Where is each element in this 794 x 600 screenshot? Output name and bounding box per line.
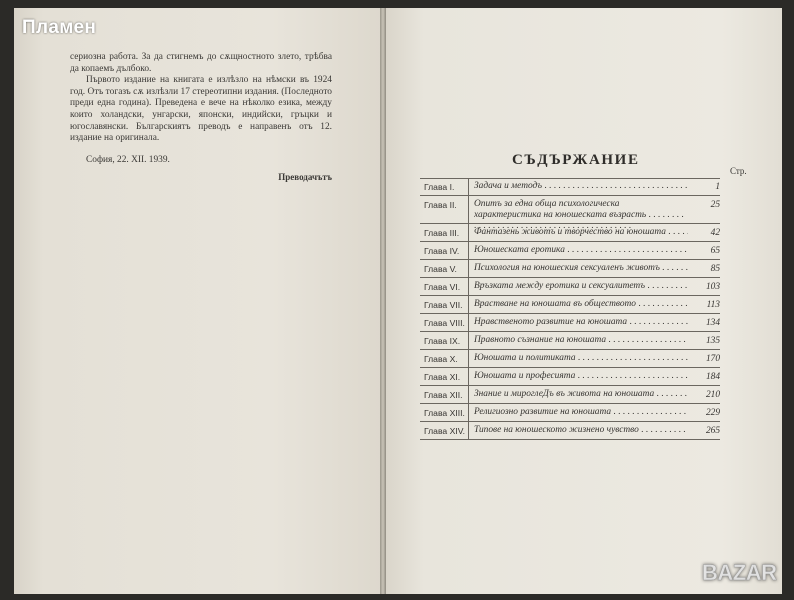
toc-row <box>420 350 720 368</box>
toc-separator <box>468 178 469 196</box>
toc-chapter-title: Типове на юношеското жизнено чувство . . . <box>474 425 688 436</box>
note-paragraph-2: Първото издание на книгата е излѣзло на нѣмски въ 1924 год. Отъ тогазъ сѫ излѣзли 17 стереотипни издания. (Последното преди една година). Преведена е вече на нѣколко езика, между които холандски, унгарски, японски, индийски, гръцки и югославянски. Българскиятъ преводъ е направенъ отъ 12. издание на оригинала. <box>70 75 332 144</box>
toc-page-number: 170 <box>705 354 720 364</box>
toc-row <box>420 386 720 404</box>
book-spine <box>380 8 386 594</box>
toc-chapter-label: Глава VIII. <box>424 318 465 328</box>
toc-row <box>420 260 720 278</box>
toc-chapter-label: Глава XI. <box>424 372 461 382</box>
toc-chapter-label: Глава X. <box>424 354 458 364</box>
toc-chapter-title: Психология на юношеския сексуаленъ животъ . . . <box>474 263 688 274</box>
table-of-contents <box>420 178 720 440</box>
toc-chapter-title: Юношата и политиката . . . <box>474 353 688 364</box>
toc-page-number: 25 <box>710 200 720 210</box>
toc-chapter-label: Глава VI. <box>424 282 461 292</box>
toc-chapter-label: Глава VII. <box>424 300 463 310</box>
toc-chapter-title: Нравственото развитие на юношата . . . <box>474 317 688 328</box>
toc-chapter-label: Глава V. <box>424 264 457 274</box>
toc-page-number: 113 <box>706 300 720 310</box>
toc-row <box>420 332 720 350</box>
toc-page-number: 135 <box>705 336 720 346</box>
toc-chapter-label: Глава XIV. <box>424 426 466 436</box>
toc-page-number: 1 <box>715 182 720 192</box>
toc-separator <box>468 386 469 404</box>
bazar-logo <box>700 556 786 590</box>
toc-separator <box>468 332 469 350</box>
toc-rule <box>420 439 720 440</box>
toc-chapter-title: Знание и мироглеДъ въ живота на юношата . . . <box>474 389 688 400</box>
toc-separator <box>468 224 469 242</box>
toc-chapter-label: Глава XII. <box>424 390 463 400</box>
toc-chapter-title: Правното съзнание на юношата . . . <box>474 335 688 346</box>
toc-page-header: Стр. <box>730 166 747 176</box>
note-paragraph-1: сериозна работа. За да стигнемъ до сѫщностното злето, трѣбва да копаемъ дълбоко. <box>70 52 332 74</box>
toc-row <box>420 314 720 332</box>
toc-row <box>420 422 720 440</box>
toc-separator <box>468 278 469 296</box>
toc-title: СЪДЪРЖАНИЕ <box>512 152 640 168</box>
svg-text:BAZAR: BAZAR <box>702 560 777 585</box>
toc-page-number: 103 <box>705 282 720 292</box>
toc-row <box>420 404 720 422</box>
toc-row <box>420 368 720 386</box>
toc-page-number: 42 <box>710 228 720 238</box>
toc-row <box>420 196 720 224</box>
note-date: София, 22. XII. 1939. <box>86 154 170 165</box>
toc-separator <box>468 196 469 224</box>
toc-chapter-label: Глава IV. <box>424 246 460 256</box>
toc-chapter-label: Глава IX. <box>424 336 461 346</box>
toc-page-number: 265 <box>705 426 720 436</box>
toc-chapter-label: Глава III. <box>424 228 460 238</box>
toc-page-number: 65 <box>710 246 720 256</box>
toc-chapter-title: Религиозно развитие на юношата . . . <box>474 407 688 418</box>
toc-row <box>420 296 720 314</box>
toc-separator <box>468 350 469 368</box>
toc-separator <box>468 242 469 260</box>
toc-row <box>420 224 720 242</box>
toc-chapter-title: Фантазень животъ и творчество на юношата . . . <box>474 227 688 238</box>
toc-separator <box>468 296 469 314</box>
toc-separator <box>468 314 469 332</box>
toc-separator <box>468 404 469 422</box>
toc-page-number: 85 <box>710 264 720 274</box>
toc-chapter-title: Юношата и професията . . . <box>474 371 688 382</box>
toc-row <box>420 242 720 260</box>
toc-separator <box>468 368 469 386</box>
toc-separator <box>468 260 469 278</box>
toc-chapter-title: Врастване на юношата въ обществото . . . <box>474 299 688 310</box>
toc-chapter-label: Глава XIII. <box>424 408 465 418</box>
toc-chapter-title: Опитъ за една обща психологическа характеристика на юношеската възрасть . . . <box>474 199 688 232</box>
toc-page-number: 134 <box>705 318 720 328</box>
toc-chapter-title: Връзката между еротика и сексуалитетъ . . . <box>474 281 688 292</box>
toc-row <box>420 178 720 196</box>
toc-chapter-label: Глава I. <box>424 182 455 192</box>
toc-page-number: 210 <box>705 390 720 400</box>
toc-page-number: 184 <box>705 372 720 382</box>
seller-watermark: Пламен <box>22 17 97 38</box>
toc-chapter-label: Глава II. <box>424 200 457 210</box>
toc-row <box>420 278 720 296</box>
toc-separator <box>468 422 469 440</box>
toc-chapter-title: Юношеската еротика . . . <box>474 245 688 256</box>
translator-signature: Преводачътъ <box>278 172 332 183</box>
toc-chapter-title: Задача и методъ . . . <box>474 181 688 192</box>
translator-note <box>70 52 332 184</box>
toc-page-number: 229 <box>705 408 720 418</box>
